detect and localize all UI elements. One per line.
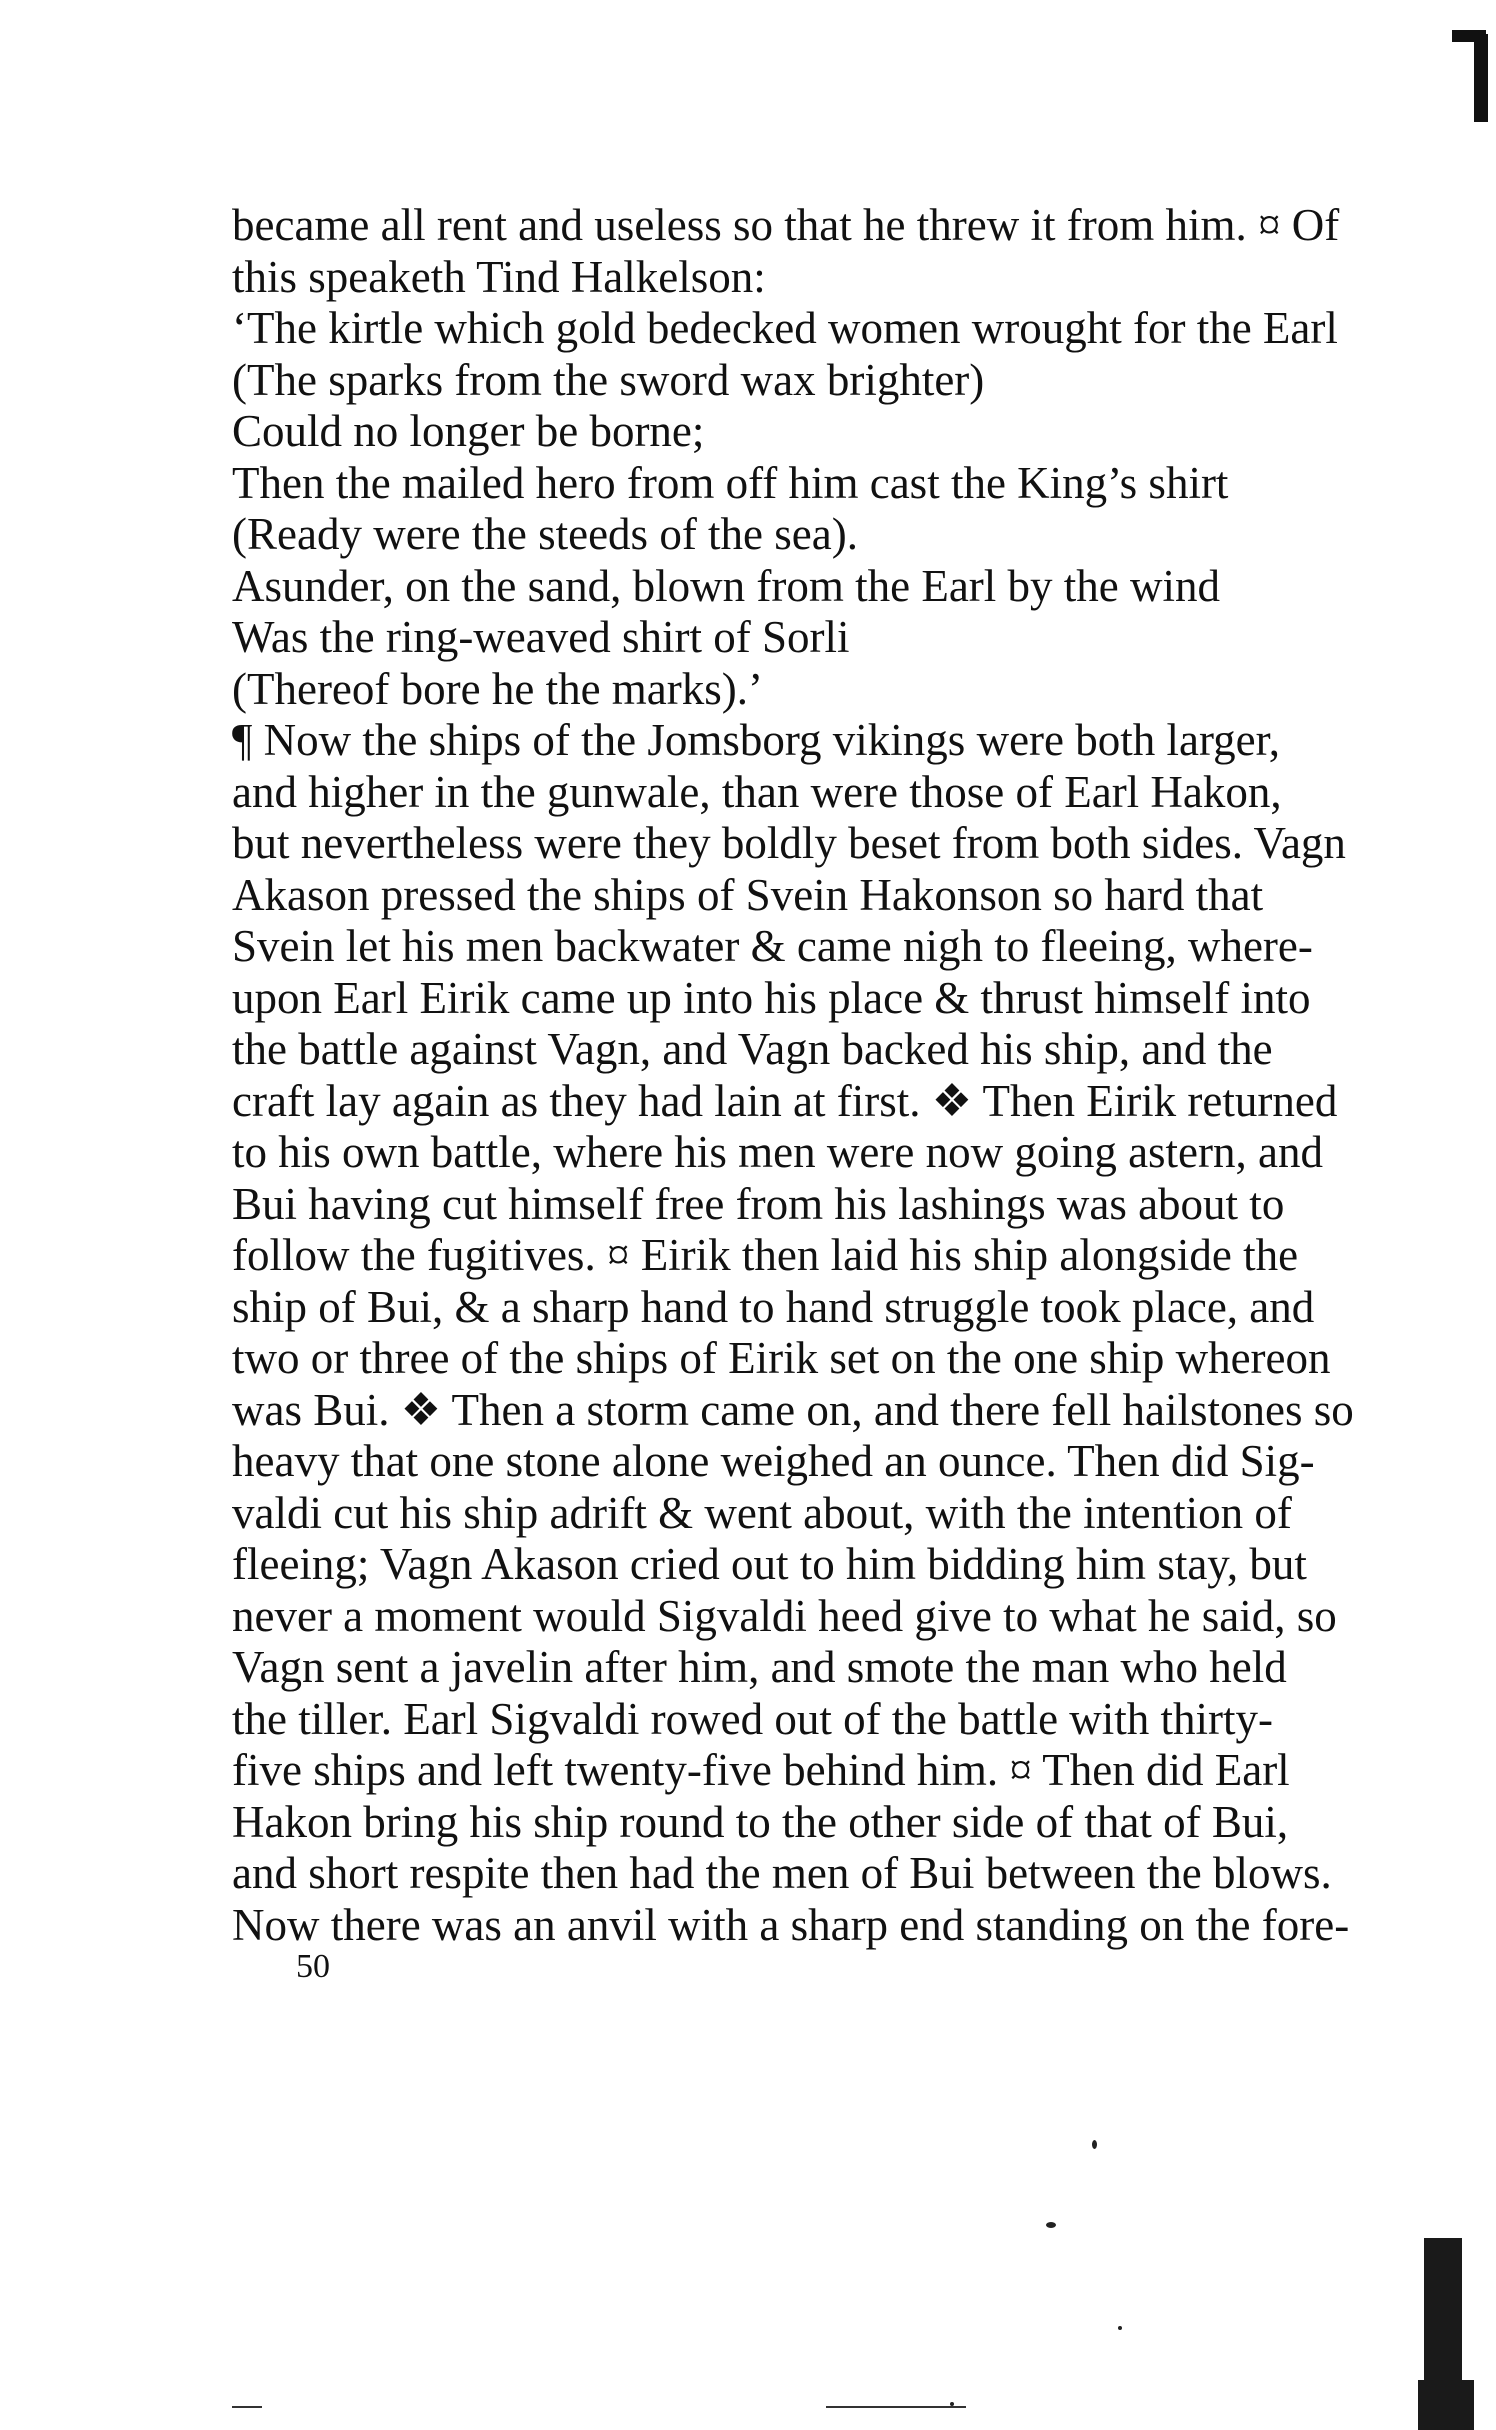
scan-rule [232,2406,262,2408]
text-line: the tiller. Earl Sigvaldi rowed out of the battle with thirty- [232,1693,1274,1744]
text-line: the battle against Vagn, and Vagn backed his ship, and the [232,1024,1273,1074]
verse-line: Could no longer be borne; [232,406,705,456]
text-line: Bui having cut himself free from his lashings was about to [232,1178,1285,1229]
text-line: heavy that one stone alone weighed an ounce. Then did Sig- [232,1436,1315,1486]
text-line: fleeing; Vagn Akason cried out to him bidding him stay, but [232,1539,1307,1589]
text-line: Akason pressed the ships of Svein Hakonson so hard that [232,869,1264,920]
verse-line: Was the ring-weaved shirt of Sorli [232,612,850,662]
verse-line: (Thereof bore he the marks).’ [232,663,763,714]
scan-rule [826,2406,966,2408]
text-line: was Bui. ❖ Then a storm came on, and there fell hailstones so [232,1384,1354,1435]
verse-line: ‘The kirtle which gold bedecked women wrought for the Earl [232,303,1338,353]
verse-line: Then the mailed hero from off him cast the King’s shirt [232,457,1229,508]
text-line: this speaketh Tind Halkelson: [232,251,766,302]
text-line: Hakon bring his ship round to the other side of that of Bui, [232,1796,1289,1847]
text-line: two or three of the ships of Eirik set on the one ship whereon [232,1333,1331,1383]
scan-edge-mark [1418,2380,1474,2430]
text-line: valdi cut his ship adrift & went about, with the intention of [232,1487,1292,1538]
text-line: five ships and left twenty-five behind him. ¤ Then did Earl [232,1745,1290,1795]
text-line: Vagn sent a javelin after him, and smote the man who held [232,1642,1287,1692]
scan-edge-mark [1474,34,1488,122]
verse-line: (Ready were the steeds of the sea). [232,509,858,559]
verse-line: (The sparks from the sword wax brighter) [232,354,985,405]
text-line: to his own battle, where his men were now going astern, and [232,1127,1323,1177]
text-line: became all rent and useless so that he threw it from him. ¤ Of [232,200,1340,250]
text-line: Now there was an anvil with a sharp end standing on the fore- [232,1899,1350,1950]
text-line: Svein let his men backwater & came nigh to fleeing, where- [232,921,1313,971]
text-line: and higher in the gunwale, than were those of Earl Hakon, [232,766,1282,817]
text-line: follow the fugitives. ¤ Eirik then laid his ship alongside the [232,1230,1299,1280]
text-line: never a moment would Sigvaldi heed give to what he said, so [232,1590,1337,1641]
text-line: ship of Bui, & a sharp hand to hand struggle took place, and [232,1281,1315,1332]
scan-speck [1046,2222,1056,2228]
scan-speck [1092,2140,1097,2149]
text-line: but nevertheless were they boldly beset from both sides. Vagn [232,818,1346,868]
page-number: 50 [296,1948,330,1985]
text-line: upon Earl Eirik came up into his place & thrust himself into [232,972,1311,1023]
scan-speck [1118,2326,1122,2330]
verse-line: Asunder, on the sand, blown from the Earl by the wind [232,560,1221,611]
text-line: ¶ Now the ships of the Jomsborg vikings were both larger, [232,715,1281,765]
body-text [232,200,1496,1951]
text-line: and short respite then had the men of Bui between the blows. [232,1848,1332,1898]
text-line: craft lay again as they had lain at first. ❖ Then Eirik returned [232,1075,1338,1126]
